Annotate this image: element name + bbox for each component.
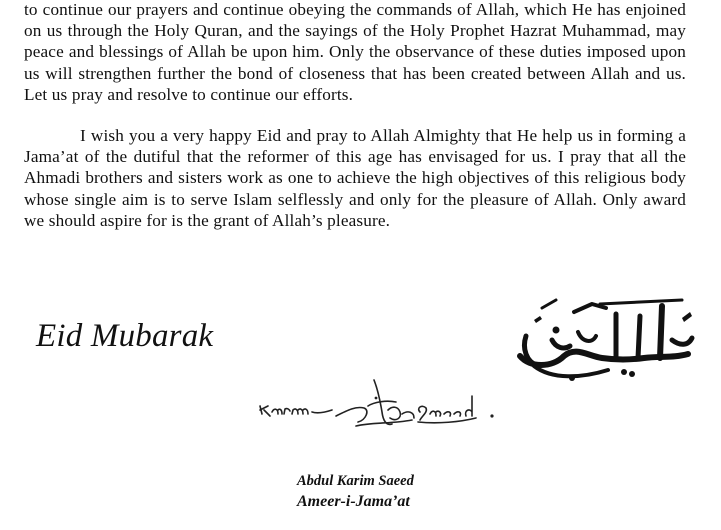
signatory-name: Abdul Karim Saeed bbox=[297, 473, 414, 489]
eid-mubarak-greeting: Eid Mubarak bbox=[36, 318, 214, 354]
handwritten-signature-icon bbox=[252, 376, 510, 436]
eid-mubarak-arabic-calligraphy-icon bbox=[512, 296, 702, 386]
signatory-title: Ameer-i-Jama’at bbox=[297, 493, 410, 510]
letter-paragraph-2: I wish you a very happy Eid and pray to Allah Almighty that He help us in forming a Jama’at of the dutiful that the reformer of this age has envisaged for us. I pray that all the Ahmadi brothers and sisters work as one to achieve the high objectives of this religious body whose single aim is to serve Islam selflessly and only for the pleasure of Allah. Only award we should aspire for is the grant of Allah’s pleasure. bbox=[24, 126, 686, 230]
letter-paragraph-1: to continue our prayers and continue obeying the commands of Allah, which He has enjoined on us through the Holy Quran, and the sayings of the Holy Prophet Hazrat Muhammad, may peace and blessings of Allah be upon him. Only the observance of these duties imposed upon us will strengthen further the bond of closeness that has been created between Allah and us. Let us pray and resolve to continue our efforts. bbox=[24, 0, 686, 104]
